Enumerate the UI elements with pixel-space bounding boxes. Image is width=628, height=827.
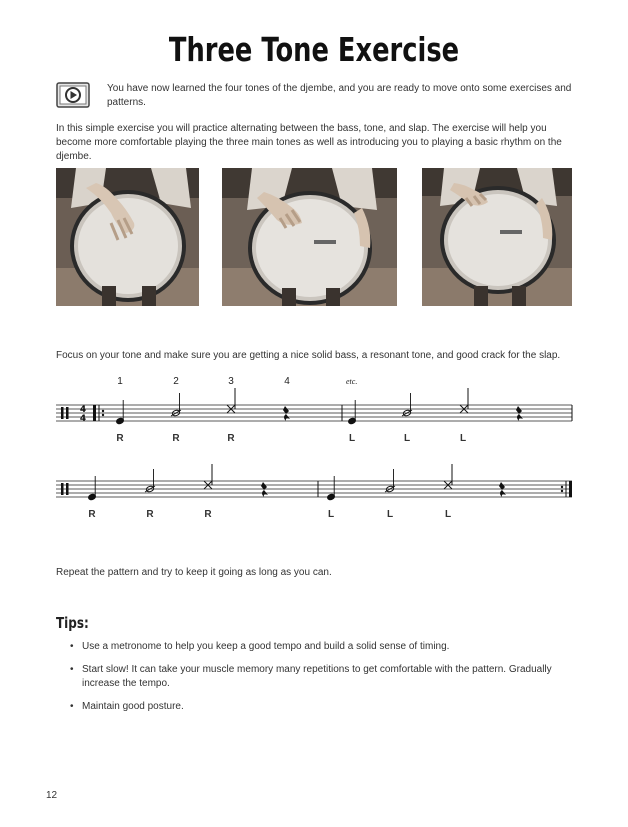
intro-text: You have now learned the four tones of the djembe, and you are ready to move onto some exercises and patterns. <box>107 83 572 108</box>
hand-label: L <box>459 433 467 444</box>
quarter-rest <box>283 406 290 421</box>
time-sig-bottom: 4 <box>79 414 87 424</box>
tip-item: • Maintain good posture. <box>70 700 570 714</box>
hand-label: R <box>172 433 180 444</box>
bass-note <box>348 400 357 425</box>
repeat-text: Repeat the pattern and try to keep it going as long as you can. <box>56 567 332 578</box>
hand-label: L <box>327 509 335 520</box>
hand-label: R <box>88 509 96 520</box>
bass-note <box>327 476 336 501</box>
time-sig-top: 4 <box>79 405 87 415</box>
page-title: Three Tone Exercise <box>168 30 460 69</box>
quarter-rest <box>499 482 506 497</box>
hand-label: R <box>146 509 154 520</box>
staff-row-1 <box>56 405 572 421</box>
hand-label: L <box>348 433 356 444</box>
staff-row-2 <box>56 481 572 497</box>
hand-label: R <box>116 433 124 444</box>
repeat-start <box>93 405 96 421</box>
hand-label: L <box>403 433 411 444</box>
count-3: 3 <box>228 376 234 387</box>
bass-note <box>88 476 97 501</box>
quarter-rest <box>261 482 268 497</box>
tip-item: • Use a metronome to help you keep a good tempo and build a solid sense of timing. <box>70 640 570 654</box>
tips-heading: Tips: <box>56 614 89 632</box>
hand-label: R <box>227 433 235 444</box>
tips-list <box>70 640 570 723</box>
hand-label: L <box>444 509 452 520</box>
repeat-end <box>569 481 572 497</box>
bass-note <box>116 400 125 425</box>
hand-label: R <box>204 509 212 520</box>
count-4: 4 <box>284 376 290 387</box>
quarter-rest <box>516 406 523 421</box>
hand-label: L <box>386 509 394 520</box>
percussion-clef <box>61 407 64 419</box>
percussion-clef <box>61 483 64 495</box>
focus-text: Focus on your tone and make sure you are getting a nice solid bass, a resonant tone, and good crack for the slap. <box>56 350 561 361</box>
count-1: 1 <box>117 376 123 387</box>
description-text: In this simple exercise you will practice alternating between the bass, tone, and slap. The exercise will help you become more comfortable playing the three main tones as well as introducing you to playing a basic rhythm on the djembe. <box>56 123 562 162</box>
etc-label: etc. <box>346 377 358 386</box>
count-2: 2 <box>173 376 179 387</box>
tip-item: • Start slow! It can take your muscle memory many repetitions to get comfortable with the pattern. Gradually increase the tempo. <box>70 663 570 691</box>
page-number: 12 <box>46 790 58 801</box>
